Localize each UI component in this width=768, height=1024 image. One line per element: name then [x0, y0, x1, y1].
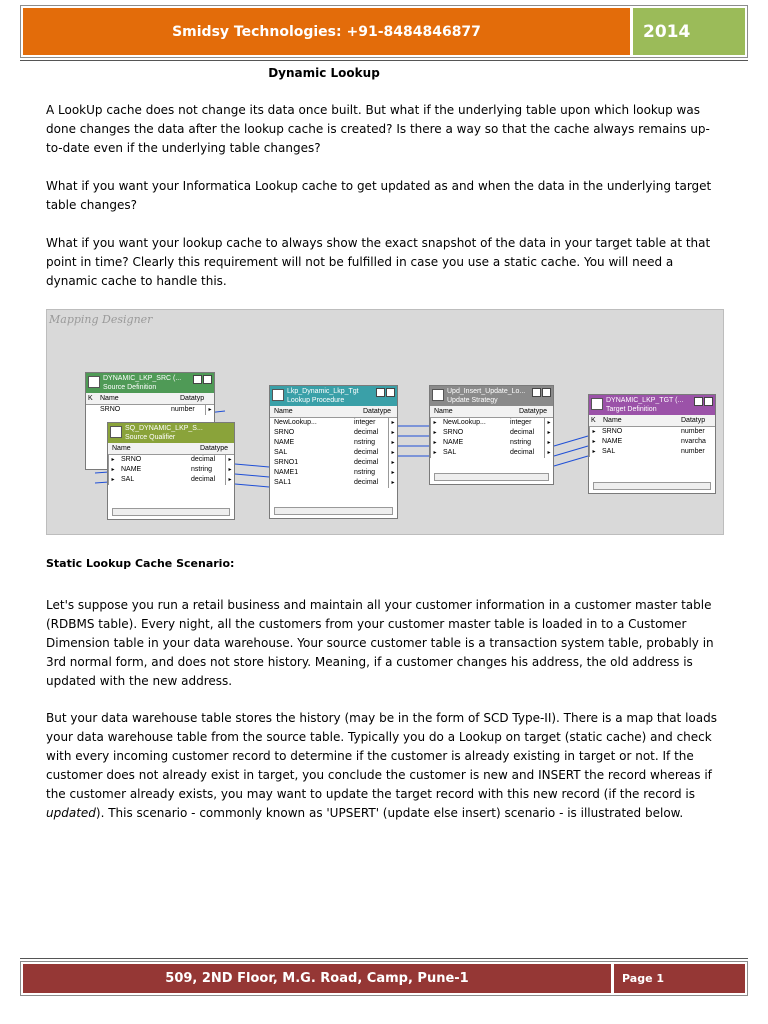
port-in-icon[interactable]: ▸: [430, 418, 439, 428]
table-row[interactable]: ▸ SRNO decimal ▸: [108, 455, 234, 465]
port-in-icon[interactable]: ▸: [589, 437, 598, 447]
source-qualifier[interactable]: [107, 422, 235, 520]
table-row[interactable]: ▸ SRNO number: [589, 427, 715, 437]
document-title: Dynamic Lookup: [268, 66, 380, 80]
target-definition-title: DYNAMIC_LKP_TGT (...: [606, 397, 684, 404]
minimize-icon[interactable]: [704, 397, 713, 406]
table-row[interactable]: NewLookup... integer ▸: [270, 418, 397, 428]
designer-label: Mapping Designer: [49, 313, 153, 326]
col-type: Datatyp: [681, 417, 706, 424]
port-out-icon[interactable]: ▸: [388, 438, 397, 448]
year-badge: 2014: [633, 8, 745, 55]
port-in-icon[interactable]: ▸: [589, 427, 598, 437]
col-name: Name: [112, 445, 131, 452]
maximize-icon[interactable]: [376, 388, 385, 397]
table-row[interactable]: ▸ NewLookup... integer ▸: [430, 418, 553, 428]
maximize-icon[interactable]: [694, 397, 703, 406]
port-out-icon[interactable]: ▸: [544, 418, 553, 428]
table-row[interactable]: ▸ NAME nstring ▸: [430, 438, 553, 448]
col-type: Datatype: [200, 445, 229, 452]
horizontal-scrollbar[interactable]: [434, 473, 549, 481]
col-name: Name: [100, 395, 119, 402]
lookup-header: [270, 386, 397, 406]
port-in-icon[interactable]: ▸: [430, 428, 439, 438]
paragraph-4: Let's suppose you run a retail business and maintain all your customer information in a customer master table (RDBMS table). Every night, all the customers from your customer master table is loaded in to a Customer Dimension table in your data warehouse. Your source customer table is a transaction system table, probably in 3rd normal form, and does not store history. Meaning, if a customer changes his address, the old address is updated with the new address.: [46, 598, 714, 688]
page-number: Page 1: [614, 964, 745, 993]
target-icon: [591, 398, 603, 410]
port-in-icon[interactable]: ▸: [108, 465, 117, 475]
col-name: Name: [274, 408, 293, 415]
port-out-icon[interactable]: ▸: [544, 438, 553, 448]
col-name: Name: [603, 417, 622, 424]
table-row[interactable]: ▸ SAL decimal ▸: [430, 448, 553, 458]
update-strategy[interactable]: [429, 385, 554, 485]
port-out-icon[interactable]: ▸: [544, 428, 553, 438]
footer-divider: [20, 958, 748, 959]
source-icon: [88, 376, 100, 388]
port-in-icon[interactable]: ▸: [388, 458, 397, 468]
lookup-transformation[interactable]: [269, 385, 398, 519]
minimize-icon[interactable]: [542, 388, 551, 397]
port-out-icon[interactable]: ▸: [388, 448, 397, 458]
table-row[interactable]: SRNO decimal ▸: [270, 428, 397, 438]
col-key: K: [591, 417, 596, 424]
table-row[interactable]: ▸ SRNO decimal ▸: [430, 428, 553, 438]
paragraph-3: What if you want your lookup cache to always show the exact snapshot of the data in your target table at that point in time? Clearly this requirement will not be fulfilled in case you use a static cache. You will need a dynamic cache to handle this.: [46, 236, 711, 288]
qualifier-icon: [110, 426, 122, 438]
port-out-icon[interactable]: ▸: [225, 455, 234, 465]
port-out-icon[interactable]: ▸: [388, 428, 397, 438]
port-out-icon[interactable]: ▸: [225, 475, 234, 485]
table-row[interactable]: ▸ SAL decimal ▸: [108, 475, 234, 485]
port-out-icon[interactable]: ▸: [544, 448, 553, 458]
port-in-icon[interactable]: ▸: [430, 448, 439, 458]
source-qualifier-header: [108, 423, 234, 443]
source-definition-title: DYNAMIC_LKP_SRC (...: [103, 375, 182, 382]
table-row[interactable]: ▸ NAME nstring ▸: [108, 465, 234, 475]
page-header: [20, 5, 748, 58]
lookup-title: Lkp_Dynamic_Lkp_Tgt: [287, 388, 359, 395]
update-strategy-header: [430, 386, 553, 406]
maximize-icon[interactable]: [532, 388, 541, 397]
minimize-icon[interactable]: [386, 388, 395, 397]
port-in-icon[interactable]: ▸: [108, 455, 117, 465]
horizontal-scrollbar[interactable]: [593, 482, 711, 490]
page-footer: [20, 961, 748, 996]
port-out-icon[interactable]: ▸: [225, 465, 234, 475]
table-row[interactable]: NAME nstring ▸: [270, 438, 397, 448]
port-out-icon[interactable]: ▸: [205, 405, 214, 415]
col-type: Datatyp: [180, 395, 205, 402]
source-qualifier-subtitle: Source Qualifier: [125, 434, 176, 441]
table-row[interactable]: SAL decimal ▸: [270, 448, 397, 458]
source-qualifier-title: SQ_DYNAMIC_LKP_S...: [125, 425, 203, 432]
minimize-icon[interactable]: [203, 375, 212, 384]
update-strategy-title: Upd_Insert_Update_Lo...: [447, 388, 526, 395]
paragraph-1: A LookUp cache does not change its data once built. But what if the underlying table upon which lookup was done changes the data after the lookup cache is created? Is there a way so that the cache always remains up-to-date even if the underlying table changes?: [46, 103, 710, 155]
table-row[interactable]: SRNO number ▸: [86, 405, 214, 415]
horizontal-scrollbar[interactable]: [274, 507, 393, 515]
mapping-designer-screenshot: [46, 309, 724, 535]
port-out-icon[interactable]: ▸: [388, 418, 397, 428]
col-type: Datatype: [363, 408, 392, 415]
paragraph-5: But your data warehouse table stores the history (may be in the form of SCD Type-II). There is a map that loads your data warehouse table from the source table. Typically you do a Lookup on target (static cache) and check with every incoming customer record to determine if the customer is already existing in target or not. If the customer does not already exist in target, you conclude the customer is new and INSERT the record whereas if the customer already exists, you may want to update the target record with this new record (if the record is updated). This scenario - commonly known as 'UPSERT' (update else insert) scenario - is illustrated below.: [46, 711, 717, 820]
port-in-icon[interactable]: ▸: [589, 447, 598, 457]
source-definition-header: [86, 373, 214, 393]
paragraph-2: What if you want your Informatica Lookup cache to get updated as and when the data in the underlying target table changes?: [46, 179, 712, 212]
table-row[interactable]: ▸ SAL number: [589, 447, 715, 457]
table-row[interactable]: SAL1 decimal ▸: [270, 478, 397, 488]
maximize-icon[interactable]: [193, 375, 202, 384]
table-row[interactable]: ▸ NAME nvarcha: [589, 437, 715, 447]
company-banner: Smidsy Technologies: +91-8484846877: [23, 8, 630, 55]
port-in-icon[interactable]: ▸: [388, 468, 397, 478]
col-type: Datatype: [519, 408, 548, 415]
col-name: Name: [434, 408, 453, 415]
horizontal-scrollbar[interactable]: [112, 508, 230, 516]
footer-address: 509, 2ND Floor, M.G. Road, Camp, Pune-1: [23, 964, 611, 993]
target-definition-header: [589, 395, 715, 415]
lookup-subtitle: Lookup Procedure: [287, 397, 345, 404]
lookup-icon: [272, 389, 284, 401]
port-in-icon[interactable]: ▸: [108, 475, 117, 485]
target-definition[interactable]: [588, 394, 716, 494]
col-key: K: [88, 395, 93, 402]
port-in-icon[interactable]: ▸: [388, 478, 397, 488]
source-definition-subtitle: Source Definition: [103, 384, 157, 391]
update-strategy-subtitle: Update Strategy: [447, 397, 498, 404]
update-icon: [432, 389, 444, 401]
section-heading: Static Lookup Cache Scenario:: [46, 557, 235, 570]
header-divider: [20, 60, 748, 61]
port-in-icon[interactable]: ▸: [430, 438, 439, 448]
table-row[interactable]: SRNO1 decimal ▸: [270, 458, 397, 468]
table-row[interactable]: NAME1 nstring ▸: [270, 468, 397, 478]
target-definition-subtitle: Target Definition: [606, 406, 657, 413]
